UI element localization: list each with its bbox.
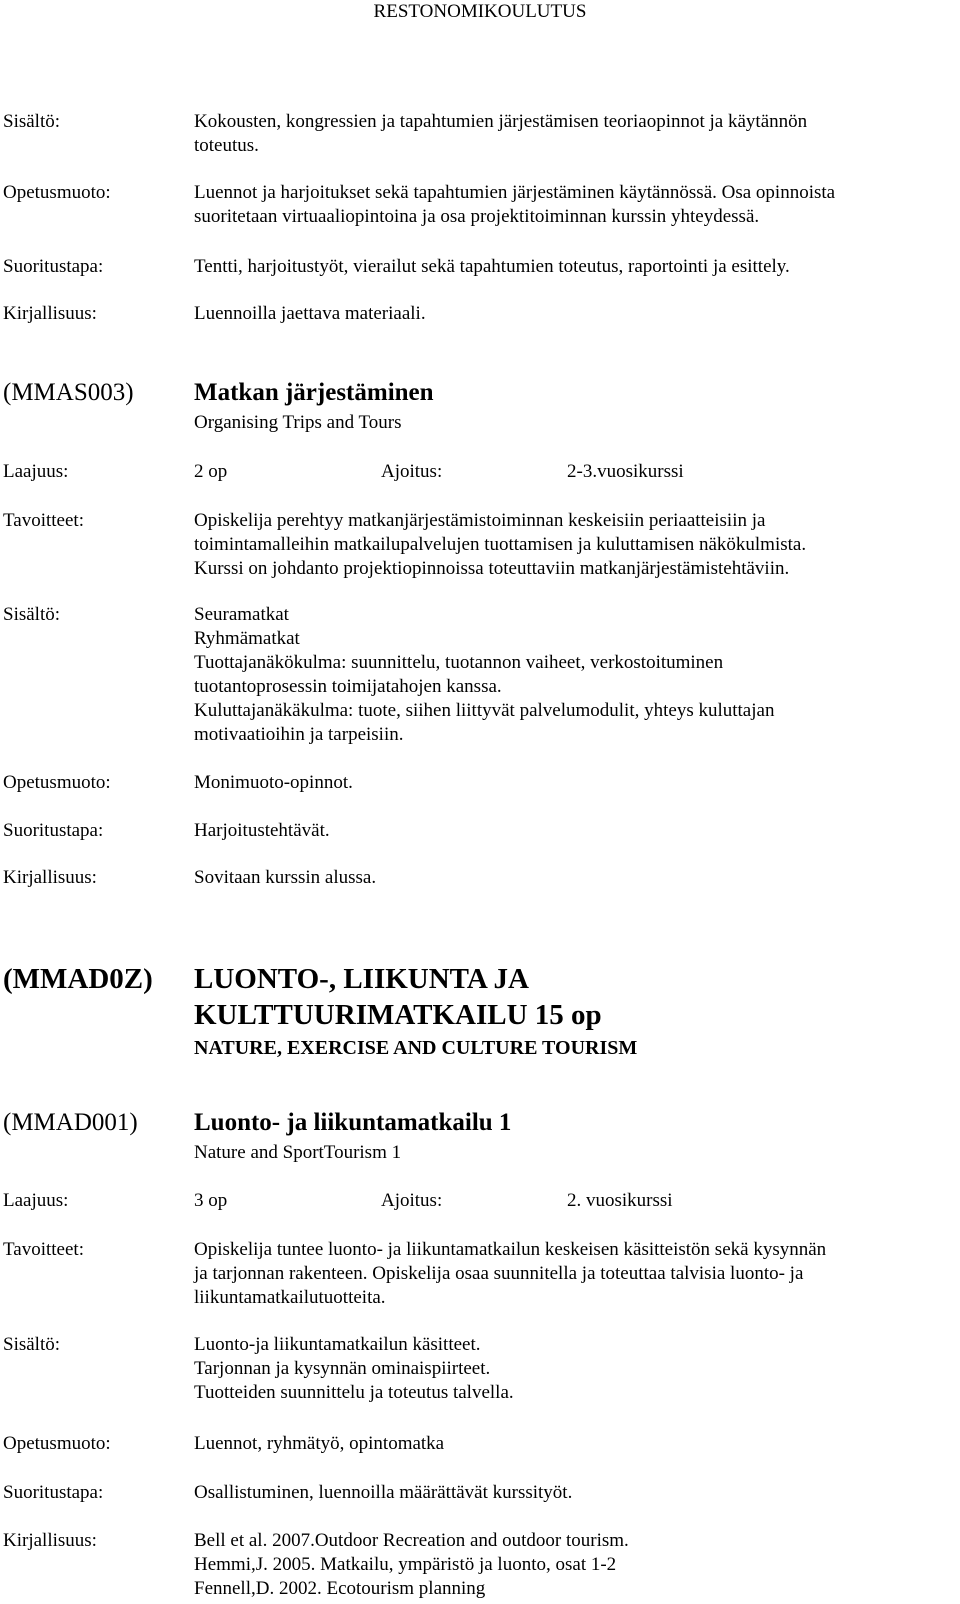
suoritustapa-text: Harjoitustehtävät. [194,820,330,841]
tavoitteet-label: Tavoitteet: [3,1239,84,1260]
suoritustapa-text: Osallistuminen, luennoilla määrättävät kurssityöt. [194,1482,573,1503]
laajuus-label: Laajuus: [3,461,69,482]
sisalto-text [194,1333,514,1405]
text-line: Hemmi,J. 2005. Matkailu, ympäristö ja luonto, osat 1-2 [194,1554,617,1575]
module-code: (MMAD0Z) [3,963,153,995]
text-line: Tarjonnan ja kysynnän ominaispiirteet. [194,1358,491,1379]
ajoitus-label: Ajoitus: [381,1190,443,1211]
course-code: (MMAS003) [3,379,134,406]
suoritustapa-label: Suoritustapa: [3,256,104,277]
page-header: RESTONOMIKOULUTUS [373,1,587,22]
suoritustapa-text: Tentti, harjoitustyöt, vierailut sekä tapahtumien toteutus, raportointi ja esittely. [194,256,790,277]
opetusmuoto-label: Opetusmuoto: [3,182,111,203]
module-subtitle: NATURE, EXERCISE AND CULTURE TOURISM [194,1037,638,1059]
opetusmuoto-label: Opetusmuoto: [3,772,111,793]
course-subtitle: Organising Trips and Tours [194,412,402,433]
text-line: Seuramatkat [194,604,289,625]
opetusmuoto-text: Monimuoto-opinnot. [194,772,353,793]
opetusmuoto-text [194,181,835,229]
text-line: suoritetaan virtuaaliopintoina ja osa projektitoiminnan kurssin yhteydessä. [194,206,760,227]
ajoitus-value: 2-3.vuosikurssi [567,461,684,482]
tavoitteet-text [194,1238,826,1310]
text-line: ja tarjonnan rakenteen. Opiskelija osaa suunnitella ja toteuttaa talvisia luonto- ja [194,1263,804,1284]
suoritustapa-label: Suoritustapa: [3,820,104,841]
text-line: Kurssi on johdanto projektiopinnoissa toteuttaviin matkanjärjestämistehtäviin. [194,558,790,579]
text-line: Luonto-ja liikuntamatkailun käsitteet. [194,1334,481,1355]
opetusmuoto-text: Luennot, ryhmätyö, opintomatka [194,1433,445,1454]
course-code: (MMAD001) [3,1109,138,1136]
text-line: liikuntamatkailutuotteita. [194,1287,386,1308]
text-line: Opiskelija perehtyy matkanjärjestämistoiminnan keskeisiin periaatteisiin ja [194,510,766,531]
sisalto-label: Sisältö: [3,604,61,625]
text-line: Luennot ja harjoitukset sekä tapahtumien järjestäminen käytännössä. Osa opinnoista [194,182,836,203]
kirjallisuus-text [194,1529,629,1601]
module-title-line2: KULTTUURIMATKAILU 15 op [194,999,602,1031]
text-line: Tuotteiden suunnittelu ja toteutus talvella. [194,1382,514,1403]
laajuus-value: 3 op [194,1190,228,1211]
kirjallisuus-label: Kirjallisuus: [3,867,97,888]
module-title-line1: LUONTO-, LIIKUNTA JA [194,963,529,995]
suoritustapa-label: Suoritustapa: [3,1482,104,1503]
text-line: Kokousten, kongressien ja tapahtumien järjestämisen teoriaopinnot ja käytännön [194,111,808,132]
ajoitus-value: 2. vuosikurssi [567,1190,673,1211]
text-line: Bell et al. 2007.Outdoor Recreation and outdoor tourism. [194,1530,629,1551]
text-line: Ryhmämatkat [194,628,300,649]
sisalto-label: Sisältö: [3,1334,61,1355]
sisalto-text [194,110,807,158]
sisalto-label: Sisältö: [3,111,61,132]
sisalto-text [194,603,774,747]
tavoitteet-label: Tavoitteet: [3,510,84,531]
text-line: Fennell,D. 2002. Ecotourism planning [194,1578,486,1599]
text-line: tuotantoprosessin toimijatahojen kanssa. [194,676,502,697]
text-line: Tuottajanäkökulma: suunnittelu, tuotannon vaiheet, verkostoituminen [194,652,724,673]
kirjallisuus-label: Kirjallisuus: [3,1530,97,1551]
text-line: toteutus. [194,135,259,156]
tavoitteet-text [194,509,806,581]
course-title: Matkan järjestäminen [194,379,434,406]
text-line: Kuluttajanäkäkulma: tuote, siihen liittyvät palvelumodulit, yhteys kuluttajan [194,700,775,721]
text-line: Opiskelija tuntee luonto- ja liikuntamatkailun keskeisen käsitteistön sekä kysynnän [194,1239,827,1260]
course-title: Luonto- ja liikuntamatkailu 1 [194,1109,512,1136]
kirjallisuus-text: Luennoilla jaettava materiaali. [194,303,426,324]
opetusmuoto-label: Opetusmuoto: [3,1433,111,1454]
laajuus-label: Laajuus: [3,1190,69,1211]
text-line: toimintamalleihin matkailupalvelujen tuottamisen ja kuluttamisen näkökulmista. [194,534,807,555]
kirjallisuus-label: Kirjallisuus: [3,303,97,324]
text-line: motivaatioihin ja tarpeisiin. [194,724,404,745]
ajoitus-label: Ajoitus: [381,461,443,482]
course-subtitle: Nature and SportTourism 1 [194,1142,402,1163]
kirjallisuus-text: Sovitaan kurssin alussa. [194,867,377,888]
laajuus-value: 2 op [194,461,228,482]
